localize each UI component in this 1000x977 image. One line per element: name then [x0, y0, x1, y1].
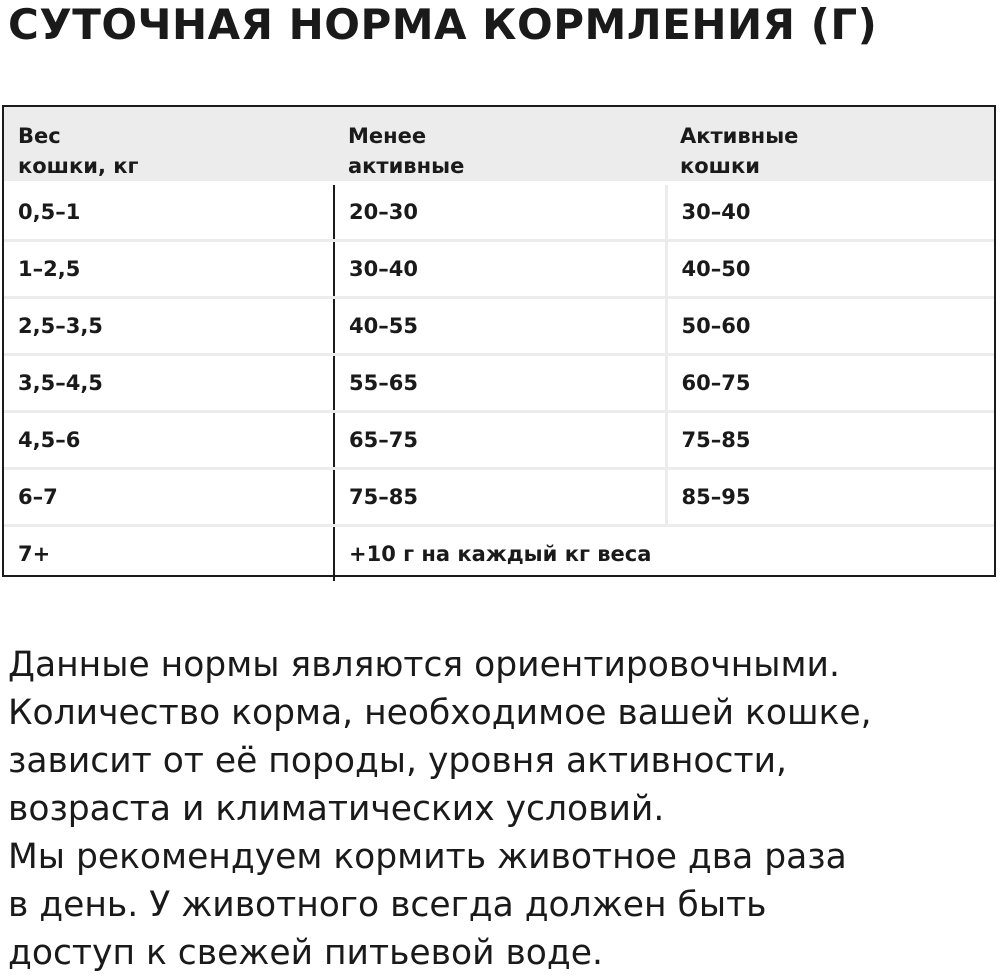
header-less-active	[334, 107, 666, 183]
header-active-cats	[666, 107, 994, 183]
weight-cell: 6–7	[4, 469, 334, 526]
less-active-cell: 40–55	[334, 298, 666, 355]
header-line: кошки, кг	[18, 154, 139, 178]
feeding-table	[2, 105, 996, 577]
extra-per-kg-cell: +10 г на каждый кг веса	[349, 542, 652, 566]
note-line: Количество корма, необходимое вашей кошке,	[8, 693, 872, 733]
table-row	[4, 412, 994, 469]
active-cell: 85–95	[666, 469, 994, 526]
active-cell: 30–40	[666, 183, 994, 241]
note-line: Данные нормы являются ориентировочными.	[8, 645, 840, 685]
less-active-cell: 75–85	[334, 469, 666, 526]
weight-cell: 7+	[4, 526, 334, 582]
header-line: активные	[348, 154, 465, 178]
feeding-note	[8, 641, 998, 977]
header-cat-weight	[4, 107, 334, 183]
table-header-row	[4, 107, 994, 183]
table-row-last	[4, 526, 994, 582]
table-row	[4, 183, 994, 241]
note-line: доступ к свежей питьевой воде.	[8, 933, 603, 973]
note-line: Мы рекомендуем кормить животное два раза	[8, 837, 847, 877]
table-row	[4, 241, 994, 298]
active-cell: 60–75	[666, 355, 994, 412]
note-line: возраста и климатических условий.	[8, 789, 665, 829]
less-active-cell: 65–75	[334, 412, 666, 469]
page-title: СУТОЧНАЯ НОРМА КОРМЛЕНИЯ (Г)	[8, 0, 878, 49]
active-cell: 75–85	[666, 412, 994, 469]
header-line: Вес	[18, 124, 61, 148]
header-line: кошки	[680, 154, 760, 178]
weight-cell: 2,5–3,5	[4, 298, 334, 355]
weight-cell: 1–2,5	[4, 241, 334, 298]
table-row	[4, 298, 994, 355]
weight-cell: 4,5–6	[4, 412, 334, 469]
table-row	[4, 469, 994, 526]
less-active-cell: 20–30	[334, 183, 666, 241]
table-row	[4, 355, 994, 412]
note-line: зависит от её породы, уровня активности,	[8, 741, 787, 781]
note-line: в день. У животного всегда должен быть	[8, 885, 767, 925]
header-line: Активные	[680, 124, 799, 148]
header-line: Менее	[348, 124, 427, 148]
less-active-cell: 30–40	[334, 241, 666, 298]
less-active-cell: 55–65	[334, 355, 666, 412]
active-cell: 40–50	[666, 241, 994, 298]
weight-cell: 3,5–4,5	[4, 355, 334, 412]
feeding-norm-table	[4, 107, 994, 581]
active-cell: 50–60	[666, 298, 994, 355]
weight-cell: 0,5–1	[4, 183, 334, 241]
